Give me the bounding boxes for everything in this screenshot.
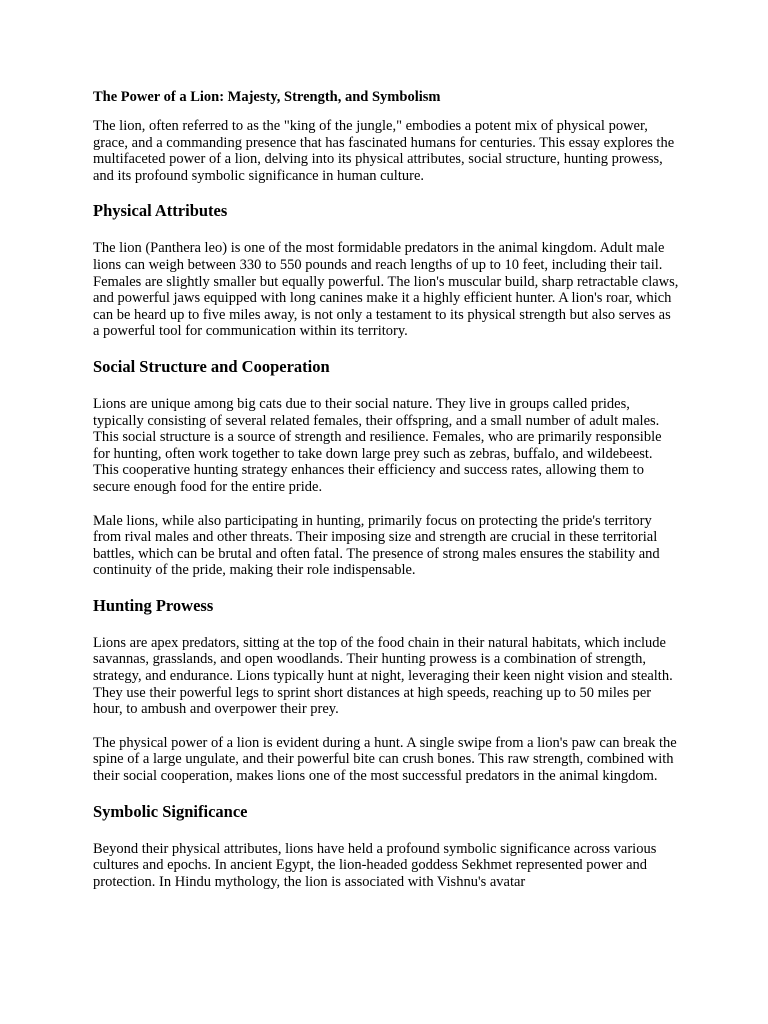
section-symbolic-significance [93, 802, 679, 891]
section-paragraph: The physical power of a lion is evident during a hunt. A single swipe from a lion's paw can break the spine of a large ungulate, and their powerful bite can crush bones. This raw strength, combined with their social cooperation, makes lions one of the most successful predators in the animal kingdom. [93, 734, 677, 785]
document-title: The Power of a Lion: Majesty, Strength, and Symbolism [93, 89, 441, 105]
section-heading: Hunting Prowess [93, 595, 214, 615]
document-page [93, 88, 679, 907]
section-heading: Social Structure and Cooperation [93, 356, 330, 376]
intro-paragraph: The lion, often referred to as the "king of the jungle," embodies a potent mix of physical power, grace, and a commanding presence that has fascinated humans for centuries. This essay explores the multifaceted power of a lion, delving into its physical attributes, social structure, hunting prowess, and its profound symbolic significance in human culture. [93, 118, 675, 184]
section-physical-attributes [93, 201, 679, 340]
section-paragraph: Lions are unique among big cats due to their social nature. They live in groups called prides, typically consisting of several related females, their offspring, and a small number of adult males. This social structure is a source of strength and resilience. Females, who are primarily responsible for hunting, often work together to take down large prey such as zebras, buffalo, and wildebeest. This cooperative hunting strategy enhances their efficiency and success rates, allowing them to secure enough food for the entire pride. [93, 395, 662, 495]
section-paragraph: Lions are apex predators, sitting at the top of the food chain in their natural habitats, which include savannas, grasslands, and open woodlands. Their hunting prowess is a combination of strength, strategy, and endurance. Lions typically hunt at night, leveraging their keen night vision and stealth. They use their powerful legs to sprint short distances at high speeds, reaching up to 50 miles per hour, to ambush and overpower their prey. [93, 634, 673, 718]
section-hunting-prowess [93, 596, 679, 785]
section-heading: Symbolic Significance [93, 801, 248, 821]
section-social-structure [93, 357, 679, 579]
section-paragraph: Male lions, while also participating in hunting, primarily focus on protecting the pride's territory from rival males and other threats. Their imposing size and strength are crucial in these territorial battles, which can be brutal and often fatal. The presence of strong males ensures the stability and continuity of the pride, making their role indispensable. [93, 512, 660, 579]
section-heading: Physical Attributes [93, 201, 228, 221]
section-paragraph: Beyond their physical attributes, lions have held a profound symbolic significance across various cultures and epochs. In ancient Egypt, the lion-headed goddess Sekhmet represented power and protection. In Hindu mythology, the lion is associated with Vishnu's avatar [93, 840, 657, 890]
section-paragraph: The lion (Panthera leo) is one of the most formidable predators in the animal kingdom. Adult male lions can weigh between 330 to 550 pounds and reach lengths of up to 10 feet, including their tail. Females are slightly smaller but equally powerful. The lion's muscular build, sharp retractable claws, and powerful jaws equipped with long canines make it a highly efficient hunter. A lion's roar, which can be heard up to five miles away, is not only a testament to its physical strength but also serves as a powerful tool for communication within its territory. [93, 240, 679, 340]
